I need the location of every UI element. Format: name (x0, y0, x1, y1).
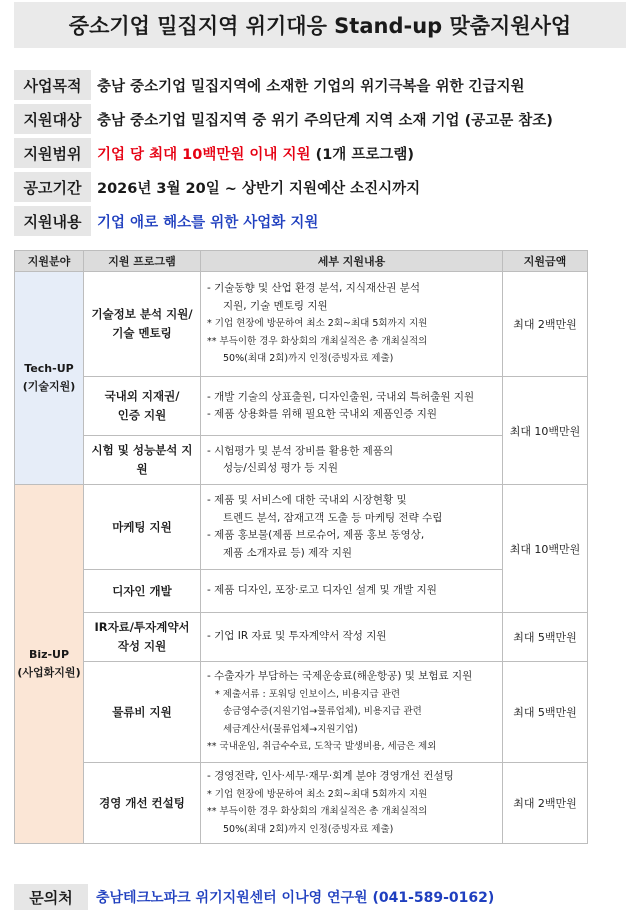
support-table (14, 250, 588, 844)
program-details: - 개발 기술의 상표출원, 디자인출원, 국내외 특허출원 지원 - 제품 상용화를 위해 필요한 국내외 제품인증 지원 (201, 377, 503, 436)
info-row-scope (14, 138, 626, 168)
table-row (15, 272, 588, 377)
info-value-suffix: (1개 프로그램) (310, 146, 414, 163)
program-details: - 제품 디자인, 포장·로고 디자인 설계 및 개발 지원 (201, 570, 503, 613)
program-details: - 경영전략, 인사·세무·재무·회계 분야 경영개선 컨설팅 * 기업 현장에 방문하여 최소 2회~최대 5회까지 지원 ** 부득이한 경우 화상회의 개최실적은 총 개최실적의 50%(최대 2회)까지 인정(증빙자료 제출) (201, 763, 503, 844)
category-biz: Biz-UP (사업화지원) (15, 485, 84, 844)
table-row (15, 377, 588, 436)
contact-label: 문의처 (14, 884, 88, 910)
info-label: 지원대상 (14, 104, 91, 134)
info-label: 지원내용 (14, 206, 91, 236)
info-value: 기업 애로 해소를 위한 사업화 지원 (97, 214, 319, 231)
program-details: - 수출자가 부담하는 국제운송료(해운항공) 및 보험료 지원 * 제출서류 : 포워딩 인보이스, 비용지급 관련 송금영수증(지원기업→물류업체), 비용지급 관련 세금계산서(물류업체→지원기업) ** 국내운임, 취급수수료, 도착국 발생비용, 세금은 제외 (201, 662, 503, 763)
program-amount: 최대 5백만원 (503, 613, 588, 662)
info-row-target (14, 104, 626, 134)
header-program: 지원 프로그램 (84, 251, 201, 272)
header-category: 지원분야 (15, 251, 84, 272)
program-details: - 기술동향 및 산업 환경 분석, 지식재산권 분석 지원, 기술 멘토링 지원 * 기업 현장에 방문하여 최소 2회~최대 5회까지 지원 ** 부득이한 경우 화상회의 개최실적은 총 개최실적의 50%(최대 2회)까지 인정(증빙자료 제출) (201, 272, 503, 377)
program-amount: 최대 2백만원 (503, 763, 588, 844)
info-label: 사업목적 (14, 70, 91, 100)
program-name: 경영 개선 컨설팅 (84, 763, 201, 844)
info-value-highlight: 기업 당 최대 10백만원 이내 지원 (97, 146, 311, 163)
program-amount: 최대 5백만원 (503, 662, 588, 763)
program-name: 기술정보 분석 지원/ 기술 멘토링 (84, 272, 201, 377)
program-name: 마케팅 지원 (84, 485, 201, 570)
program-name: 국내외 지재권/ 인증 지원 (84, 377, 201, 436)
table-row (15, 570, 588, 613)
header-details: 세부 지원내용 (201, 251, 503, 272)
page-title: 중소기업 밀집지역 위기대응 Stand-up 맞춤지원사업 (14, 2, 626, 48)
program-name: IR자료/투자계약서 작성 지원 (84, 613, 201, 662)
table-row (15, 662, 588, 763)
program-details: - 시험평가 및 분석 장비를 활용한 제품의 성능/신뢰성 평가 등 지원 (201, 436, 503, 485)
program-amount: 최대 10백만원 (503, 377, 588, 485)
info-section (14, 70, 626, 240)
info-value (91, 143, 414, 164)
program-details: - 제품 및 서비스에 대한 국내외 시장현황 및 트렌드 분석, 잠재고객 도출 등 마케팅 전략 수립 - 제품 홍보물(제품 브로슈어, 제품 홍보 동영상, 제품 소개자료 등) 제작 지원 (201, 485, 503, 570)
info-value: 충남 중소기업 밀집지역에 소재한 기업의 위기극복을 위한 긴급지원 (97, 78, 525, 95)
program-name: 디자인 개발 (84, 570, 201, 613)
info-label: 지원범위 (14, 138, 91, 168)
program-name: 물류비 지원 (84, 662, 201, 763)
header-amount: 지원금액 (503, 251, 588, 272)
table-row (15, 436, 588, 485)
program-amount: 최대 10백만원 (503, 485, 588, 613)
info-value: 충남 중소기업 밀집지역 중 위기 주의단계 지역 소재 기업 (공고문 참조) (97, 112, 553, 129)
table-header-row (15, 251, 588, 272)
category-tech: Tech-UP (기술지원) (15, 272, 84, 485)
program-name: 시험 및 성능분석 지원 (84, 436, 201, 485)
info-label: 공고기간 (14, 172, 91, 202)
info-row-purpose (14, 70, 626, 100)
info-row-content (14, 206, 626, 236)
contact-value: 충남테크노파크 위기지원센터 이나영 연구원 (041-589-0162) (96, 890, 495, 906)
info-value: 2026년 3월 20일 ~ 상반기 지원예산 소진시까지 (97, 180, 421, 197)
program-details: - 기업 IR 자료 및 투자계약서 작성 지원 (201, 613, 503, 662)
info-row-period (14, 172, 626, 202)
table-row (15, 763, 588, 844)
table-row (15, 613, 588, 662)
program-amount: 최대 2백만원 (503, 272, 588, 377)
contact-row (14, 884, 626, 910)
table-row (15, 485, 588, 570)
